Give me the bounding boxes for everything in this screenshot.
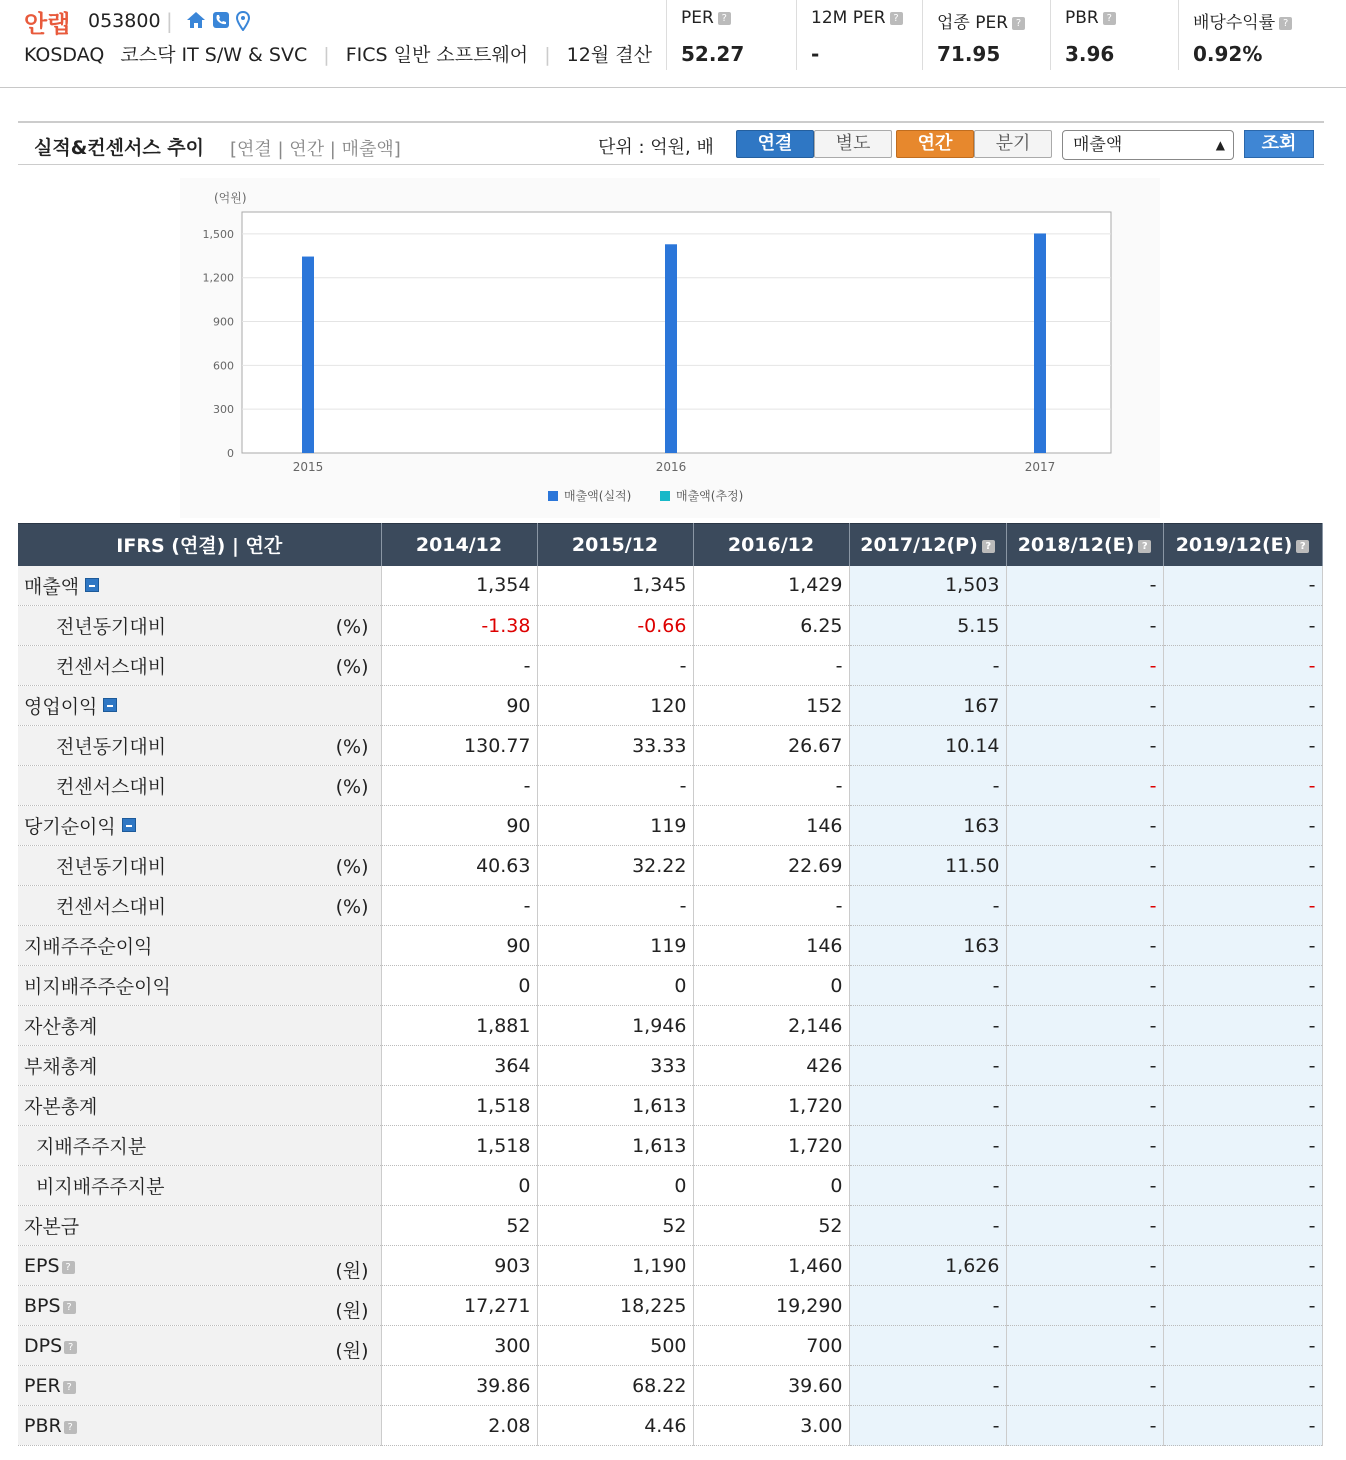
table-cell: 163: [849, 806, 1006, 846]
row-label-cell: [18, 1006, 381, 1046]
table-cell: -: [849, 1086, 1006, 1126]
row-label: PBR: [24, 1414, 62, 1437]
market-info: [24, 40, 652, 67]
row-label: 전년동기대비: [56, 856, 167, 878]
table-cell: -: [1163, 1006, 1322, 1046]
column-header-label: 2016/12: [727, 533, 815, 556]
table-cell: -: [1006, 1006, 1163, 1046]
row-label-cell: [18, 726, 381, 766]
table-cell: 120: [537, 686, 693, 726]
help-icon[interactable]: ?: [1296, 540, 1309, 553]
row-label-cell: [18, 606, 381, 646]
table-cell: 1,345: [537, 566, 693, 606]
table-cell: 52: [537, 1206, 693, 1246]
table-cell: -: [693, 886, 849, 926]
table-row: [18, 1246, 1322, 1286]
help-icon[interactable]: ?: [1012, 17, 1025, 30]
table-cell: 2,146: [693, 1006, 849, 1046]
table-row: [18, 1286, 1322, 1326]
row-label-cell: [18, 846, 381, 886]
column-header-label: 2014/12: [415, 533, 503, 556]
table-cell: -: [849, 1126, 1006, 1166]
table-cell: -: [1006, 1046, 1163, 1086]
help-icon[interactable]: ?: [63, 1301, 76, 1314]
table-cell: -: [1163, 966, 1322, 1006]
row-label: 컨센서스대비: [56, 656, 167, 678]
table-cell: -: [1163, 1406, 1322, 1446]
row-label-cell: [18, 1366, 381, 1406]
legend-label: 매출액(추정): [676, 489, 744, 503]
stock-code: 053800: [88, 10, 161, 32]
table-cell: -: [693, 766, 849, 806]
column-header-label: 2015/12: [571, 533, 659, 556]
legend-label: 매출액(실적): [564, 489, 632, 503]
table-cell: 146: [693, 806, 849, 846]
company-links: [186, 11, 250, 35]
table-cell: -: [693, 646, 849, 686]
column-header: [1163, 524, 1322, 566]
table-cell: -: [1163, 606, 1322, 646]
y-tick-label: 0: [227, 447, 234, 460]
table-cell: -: [849, 1166, 1006, 1206]
market-name: KOSDAQ: [24, 44, 105, 66]
metric-12m-per: [796, 0, 922, 70]
column-header: [849, 524, 1006, 566]
divider: |: [544, 44, 551, 66]
table-cell: 0: [693, 1166, 849, 1206]
row-label: PER: [24, 1374, 61, 1397]
column-header-label: 2018/12(E): [1017, 533, 1135, 556]
separate-button[interactable]: 별도: [814, 130, 892, 158]
collapse-toggle-icon[interactable]: [103, 698, 117, 712]
row-label: 컨센서스대비: [56, 776, 167, 798]
table-cell: 700: [693, 1326, 849, 1366]
table-cell: -: [1006, 726, 1163, 766]
table-cell: -: [381, 646, 537, 686]
table-cell: -: [849, 1286, 1006, 1326]
row-label-cell: [18, 806, 381, 846]
bar: [1034, 233, 1046, 453]
revenue-chart: [180, 178, 1160, 518]
table-cell: -: [849, 1326, 1006, 1366]
table-cell: -: [1163, 1366, 1322, 1406]
table-cell: 1,626: [849, 1246, 1006, 1286]
table-cell: -: [849, 966, 1006, 1006]
table-row: [18, 1166, 1322, 1206]
row-label-cell: [18, 566, 381, 606]
table-row: [18, 886, 1322, 926]
table-row: [18, 1046, 1322, 1086]
help-icon[interactable]: ?: [1279, 17, 1292, 30]
table-cell: 68.22: [537, 1366, 693, 1406]
table-cell: -: [849, 886, 1006, 926]
column-header-label: 2017/12(P): [860, 533, 978, 556]
table-cell: -: [849, 1046, 1006, 1086]
column-header-label: 2019/12(E): [1175, 533, 1293, 556]
table-row: [18, 606, 1322, 646]
financial-table: [18, 523, 1323, 1446]
quarterly-button[interactable]: 분기: [974, 130, 1052, 158]
fiscal-month: 12월 결산: [566, 44, 652, 66]
row-label-cell: [18, 1246, 381, 1286]
table-cell: 2.08: [381, 1406, 537, 1446]
column-header: [381, 524, 537, 566]
table-cell: -: [1006, 1126, 1163, 1166]
x-tick-label: 2015: [292, 460, 324, 474]
row-label: 전년동기대비: [56, 616, 167, 638]
row-unit: (%): [335, 656, 369, 678]
table-cell: -: [1006, 1086, 1163, 1126]
divider: |: [323, 44, 330, 66]
legend-swatch: [660, 491, 670, 501]
table-cell: 90: [381, 926, 537, 966]
table-body: [18, 566, 1322, 1446]
table-cell: 22.69: [693, 846, 849, 886]
table-cell: 0: [537, 966, 693, 1006]
row-label: 컨센서스대비: [56, 896, 167, 918]
y-tick-label: 300: [213, 403, 234, 417]
table-cell: -1.38: [381, 606, 537, 646]
table-cell: 32.22: [537, 846, 693, 886]
table-cell: -: [1006, 1206, 1163, 1246]
row-label: 영업이익: [24, 696, 98, 718]
row-unit: (%): [335, 616, 369, 638]
row-unit: (원): [335, 1300, 369, 1322]
y-axis-label: (억원): [214, 191, 247, 205]
metric-pbr: [1050, 0, 1178, 70]
row-label-cell: [18, 926, 381, 966]
row-label: 비지배주주지분: [36, 1176, 165, 1198]
section-subtitle: [연결 | 연간 | 매출액]: [230, 139, 401, 160]
table-header-row: [18, 524, 1322, 566]
column-header: [693, 524, 849, 566]
table-cell: -: [1163, 886, 1322, 926]
y-tick-label: 900: [213, 315, 234, 329]
table-cell: 903: [381, 1246, 537, 1286]
table-cell: -: [849, 646, 1006, 686]
column-header: [1006, 524, 1163, 566]
row-label: 당기순이익: [24, 816, 116, 838]
metric-per: [666, 0, 796, 70]
table-cell: -: [1163, 1286, 1322, 1326]
legend-swatch: [548, 491, 558, 501]
row-unit: (%): [335, 736, 369, 758]
row-label-cell: [18, 966, 381, 1006]
table-cell: 1,503: [849, 566, 1006, 606]
row-label-cell: [18, 886, 381, 926]
table-cell: -: [1006, 686, 1163, 726]
table-cell: -: [849, 1006, 1006, 1046]
bar: [302, 257, 314, 453]
table-cell: -: [849, 766, 1006, 806]
table-cell: -: [1163, 686, 1322, 726]
table-row: [18, 1406, 1322, 1446]
table-cell: 1,518: [381, 1086, 537, 1126]
table-row: [18, 1006, 1322, 1046]
table-cell: 1,613: [537, 1086, 693, 1126]
table-cell: 40.63: [381, 846, 537, 886]
table-cell: 163: [849, 926, 1006, 966]
help-icon[interactable]: ?: [64, 1421, 77, 1434]
company-header: [0, 0, 1346, 88]
collapse-toggle-icon[interactable]: [122, 818, 136, 832]
row-unit: (%): [335, 896, 369, 918]
help-icon[interactable]: ?: [890, 12, 903, 25]
table-cell: -: [1163, 1246, 1322, 1286]
table-cell: -: [1006, 1366, 1163, 1406]
collapse-toggle-icon[interactable]: [85, 578, 99, 592]
table-cell: -: [537, 766, 693, 806]
help-icon[interactable]: ?: [1103, 12, 1116, 25]
row-label-cell: [18, 1406, 381, 1446]
table-cell: -: [381, 766, 537, 806]
table-cell: 39.86: [381, 1366, 537, 1406]
metric-sector-per: [922, 0, 1050, 70]
row-label: 자산총계: [24, 1016, 98, 1038]
table-cell: -: [1163, 726, 1322, 766]
table-cell: 1,946: [537, 1006, 693, 1046]
row-label: 전년동기대비: [56, 736, 167, 758]
table-cell: -: [849, 1406, 1006, 1446]
table-cell: 17,271: [381, 1286, 537, 1326]
table-cell: -: [1006, 1166, 1163, 1206]
help-icon[interactable]: ?: [1138, 540, 1151, 553]
table-cell: 426: [693, 1046, 849, 1086]
table-cell: -: [1006, 1246, 1163, 1286]
row-label: 자본금: [24, 1216, 80, 1238]
table-cell: -: [1163, 926, 1322, 966]
metric-label: 12M PER: [811, 8, 886, 28]
x-tick-label: 2017: [1024, 460, 1056, 474]
table-cell: 6.25: [693, 606, 849, 646]
table-cell: 1,429: [693, 566, 849, 606]
table-cell: -: [1163, 1166, 1322, 1206]
table-cell: 5.15: [849, 606, 1006, 646]
table-cell: 52: [381, 1206, 537, 1246]
row-label: EPS: [24, 1254, 60, 1277]
table-row: [18, 566, 1322, 606]
help-icon[interactable]: ?: [982, 540, 995, 553]
table-cell: 3.00: [693, 1406, 849, 1446]
table-row: [18, 646, 1322, 686]
table-cell: 4.46: [537, 1406, 693, 1446]
section-title: 실적&컨센서스 추이: [34, 137, 205, 159]
help-icon[interactable]: ?: [63, 1381, 76, 1394]
select-arrow-icon: ▲: [1215, 138, 1225, 152]
table-cell: 300: [381, 1326, 537, 1366]
table-cell: 1,720: [693, 1086, 849, 1126]
table-cell: 19,290: [693, 1286, 849, 1326]
table-cell: -: [849, 1366, 1006, 1406]
bar: [665, 244, 677, 453]
table-cell: -: [1163, 1086, 1322, 1126]
row-label: 비지배주주순이익: [24, 976, 171, 998]
table-cell: 1,354: [381, 566, 537, 606]
table-cell: -: [1006, 606, 1163, 646]
unit-label: 단위 : 억원, 배: [598, 137, 714, 158]
table-cell: -: [1006, 566, 1163, 606]
table-cell: 130.77: [381, 726, 537, 766]
table-row: [18, 1326, 1322, 1366]
fics-name: FICS 일반 소프트웨어: [345, 44, 529, 66]
y-tick-label: 1,500: [202, 227, 234, 241]
row-label: 지배주주순이익: [24, 936, 153, 958]
row-label-cell: [18, 1086, 381, 1126]
annual-button[interactable]: 연간: [896, 130, 974, 158]
help-icon[interactable]: ?: [718, 12, 731, 25]
table-cell: -: [537, 646, 693, 686]
table-cell: -: [1006, 766, 1163, 806]
table-cell: -: [1163, 1046, 1322, 1086]
table-cell: 90: [381, 806, 537, 846]
table-cell: 11.50: [849, 846, 1006, 886]
row-label-cell: [18, 1166, 381, 1206]
row-label-cell: [18, 1326, 381, 1366]
metric-label: PER: [681, 8, 714, 28]
company-name[interactable]: 안랩: [24, 10, 71, 38]
metric-value: 71.95: [937, 42, 1001, 66]
help-icon[interactable]: ?: [62, 1261, 75, 1274]
table-cell: 0: [381, 1166, 537, 1206]
table-cell: -: [1006, 646, 1163, 686]
table-cell: 0: [381, 966, 537, 1006]
table-row: [18, 1086, 1322, 1126]
select-value: 매출액: [1073, 135, 1123, 155]
sector-name: 코스닥 IT S/W & SVC: [120, 44, 308, 66]
table-cell: -: [1006, 886, 1163, 926]
table-cell: 119: [537, 806, 693, 846]
row-label-cell: [18, 766, 381, 806]
query-button[interactable]: 조회: [1244, 130, 1314, 158]
phone-icon[interactable]: [212, 11, 230, 35]
table-cell: -: [1006, 1326, 1163, 1366]
table-cell: 0: [537, 1166, 693, 1206]
row-label: DPS: [24, 1334, 63, 1357]
table-cell: 119: [537, 926, 693, 966]
row-label: 부채총계: [24, 1056, 98, 1078]
row-unit: (원): [335, 1340, 369, 1362]
table-cell: -: [1163, 566, 1322, 606]
metric-label: 배당수익률: [1193, 13, 1276, 33]
table-cell: -: [1006, 926, 1163, 966]
table-cell: 18,225: [537, 1286, 693, 1326]
y-tick-label: 600: [213, 359, 234, 373]
column-header: [537, 524, 693, 566]
row-label-cell: [18, 1206, 381, 1246]
table-cell: 1,720: [693, 1126, 849, 1166]
consolidated-button[interactable]: 연결: [736, 130, 814, 158]
section-header: [18, 121, 1324, 165]
row-label-cell: [18, 646, 381, 686]
row-unit: (%): [335, 856, 369, 878]
x-tick-label: 2016: [655, 460, 687, 474]
table-cell: 52: [693, 1206, 849, 1246]
metric-value: 0.92%: [1193, 42, 1263, 66]
table-cell: 90: [381, 686, 537, 726]
table-cell: 167: [849, 686, 1006, 726]
table-cell: 10.14: [849, 726, 1006, 766]
row-label: 매출액: [24, 575, 80, 598]
table-cell: -: [1163, 1126, 1322, 1166]
row-label-cell: [18, 1046, 381, 1086]
table-cell: -: [1006, 966, 1163, 1006]
row-label-cell: [18, 1126, 381, 1166]
table-cell: 1,881: [381, 1006, 537, 1046]
table-cell: 146: [693, 926, 849, 966]
metric-select[interactable]: [1062, 130, 1234, 160]
table-row: [18, 1206, 1322, 1246]
table-cell: 1,518: [381, 1126, 537, 1166]
table-cell: 1,460: [693, 1246, 849, 1286]
row-label: BPS: [24, 1294, 61, 1317]
table-cell: -: [381, 886, 537, 926]
row-label: 자본총계: [24, 1096, 98, 1118]
metric-value: 52.27: [681, 42, 745, 66]
table-cell: 152: [693, 686, 849, 726]
table-row: [18, 1366, 1322, 1406]
table-cell: -: [1163, 766, 1322, 806]
table-cell: 500: [537, 1326, 693, 1366]
row-unit: (원): [335, 1260, 369, 1282]
table-cell: 364: [381, 1046, 537, 1086]
table-cell: 39.60: [693, 1366, 849, 1406]
table-cell: 0: [693, 966, 849, 1006]
location-pin-icon[interactable]: [236, 11, 250, 35]
table-row: [18, 766, 1322, 806]
row-label-cell: [18, 1286, 381, 1326]
table-cell: 26.67: [693, 726, 849, 766]
table-cell: -: [1006, 846, 1163, 886]
metric-value: -: [811, 42, 820, 66]
y-tick-label: 1,200: [202, 271, 234, 285]
table-cell: -: [1163, 806, 1322, 846]
metric-label: PBR: [1065, 8, 1099, 28]
table-cell: -0.66: [537, 606, 693, 646]
table-row: [18, 926, 1322, 966]
table-cell: -: [1006, 1286, 1163, 1326]
row-label: 지배주주지분: [36, 1136, 147, 1158]
table-row: [18, 686, 1322, 726]
metric-dividend-yield: [1178, 0, 1338, 70]
table-row: [18, 806, 1322, 846]
table-cell: -: [1163, 1206, 1322, 1246]
table-cell: -: [537, 886, 693, 926]
table-cell: -: [1163, 846, 1322, 886]
table-cell: -: [849, 1206, 1006, 1246]
table-row: [18, 726, 1322, 766]
divider: |: [166, 9, 173, 33]
home-icon[interactable]: [186, 11, 206, 35]
table-row: [18, 966, 1322, 1006]
help-icon[interactable]: ?: [64, 1341, 77, 1354]
table-header-label: IFRS (연결) | 연간: [18, 524, 381, 566]
row-label-cell: [18, 686, 381, 726]
table-cell: -: [1006, 1406, 1163, 1446]
table-cell: -: [1006, 806, 1163, 846]
metric-value: 3.96: [1065, 42, 1115, 66]
metric-label: 업종 PER: [937, 13, 1009, 33]
table-cell: 1,190: [537, 1246, 693, 1286]
table-cell: 1,613: [537, 1126, 693, 1166]
table-row: [18, 1126, 1322, 1166]
table-cell: 333: [537, 1046, 693, 1086]
row-unit: (%): [335, 776, 369, 798]
table-cell: -: [1163, 646, 1322, 686]
table-row: [18, 846, 1322, 886]
table-cell: -: [1163, 1326, 1322, 1366]
table-cell: 33.33: [537, 726, 693, 766]
